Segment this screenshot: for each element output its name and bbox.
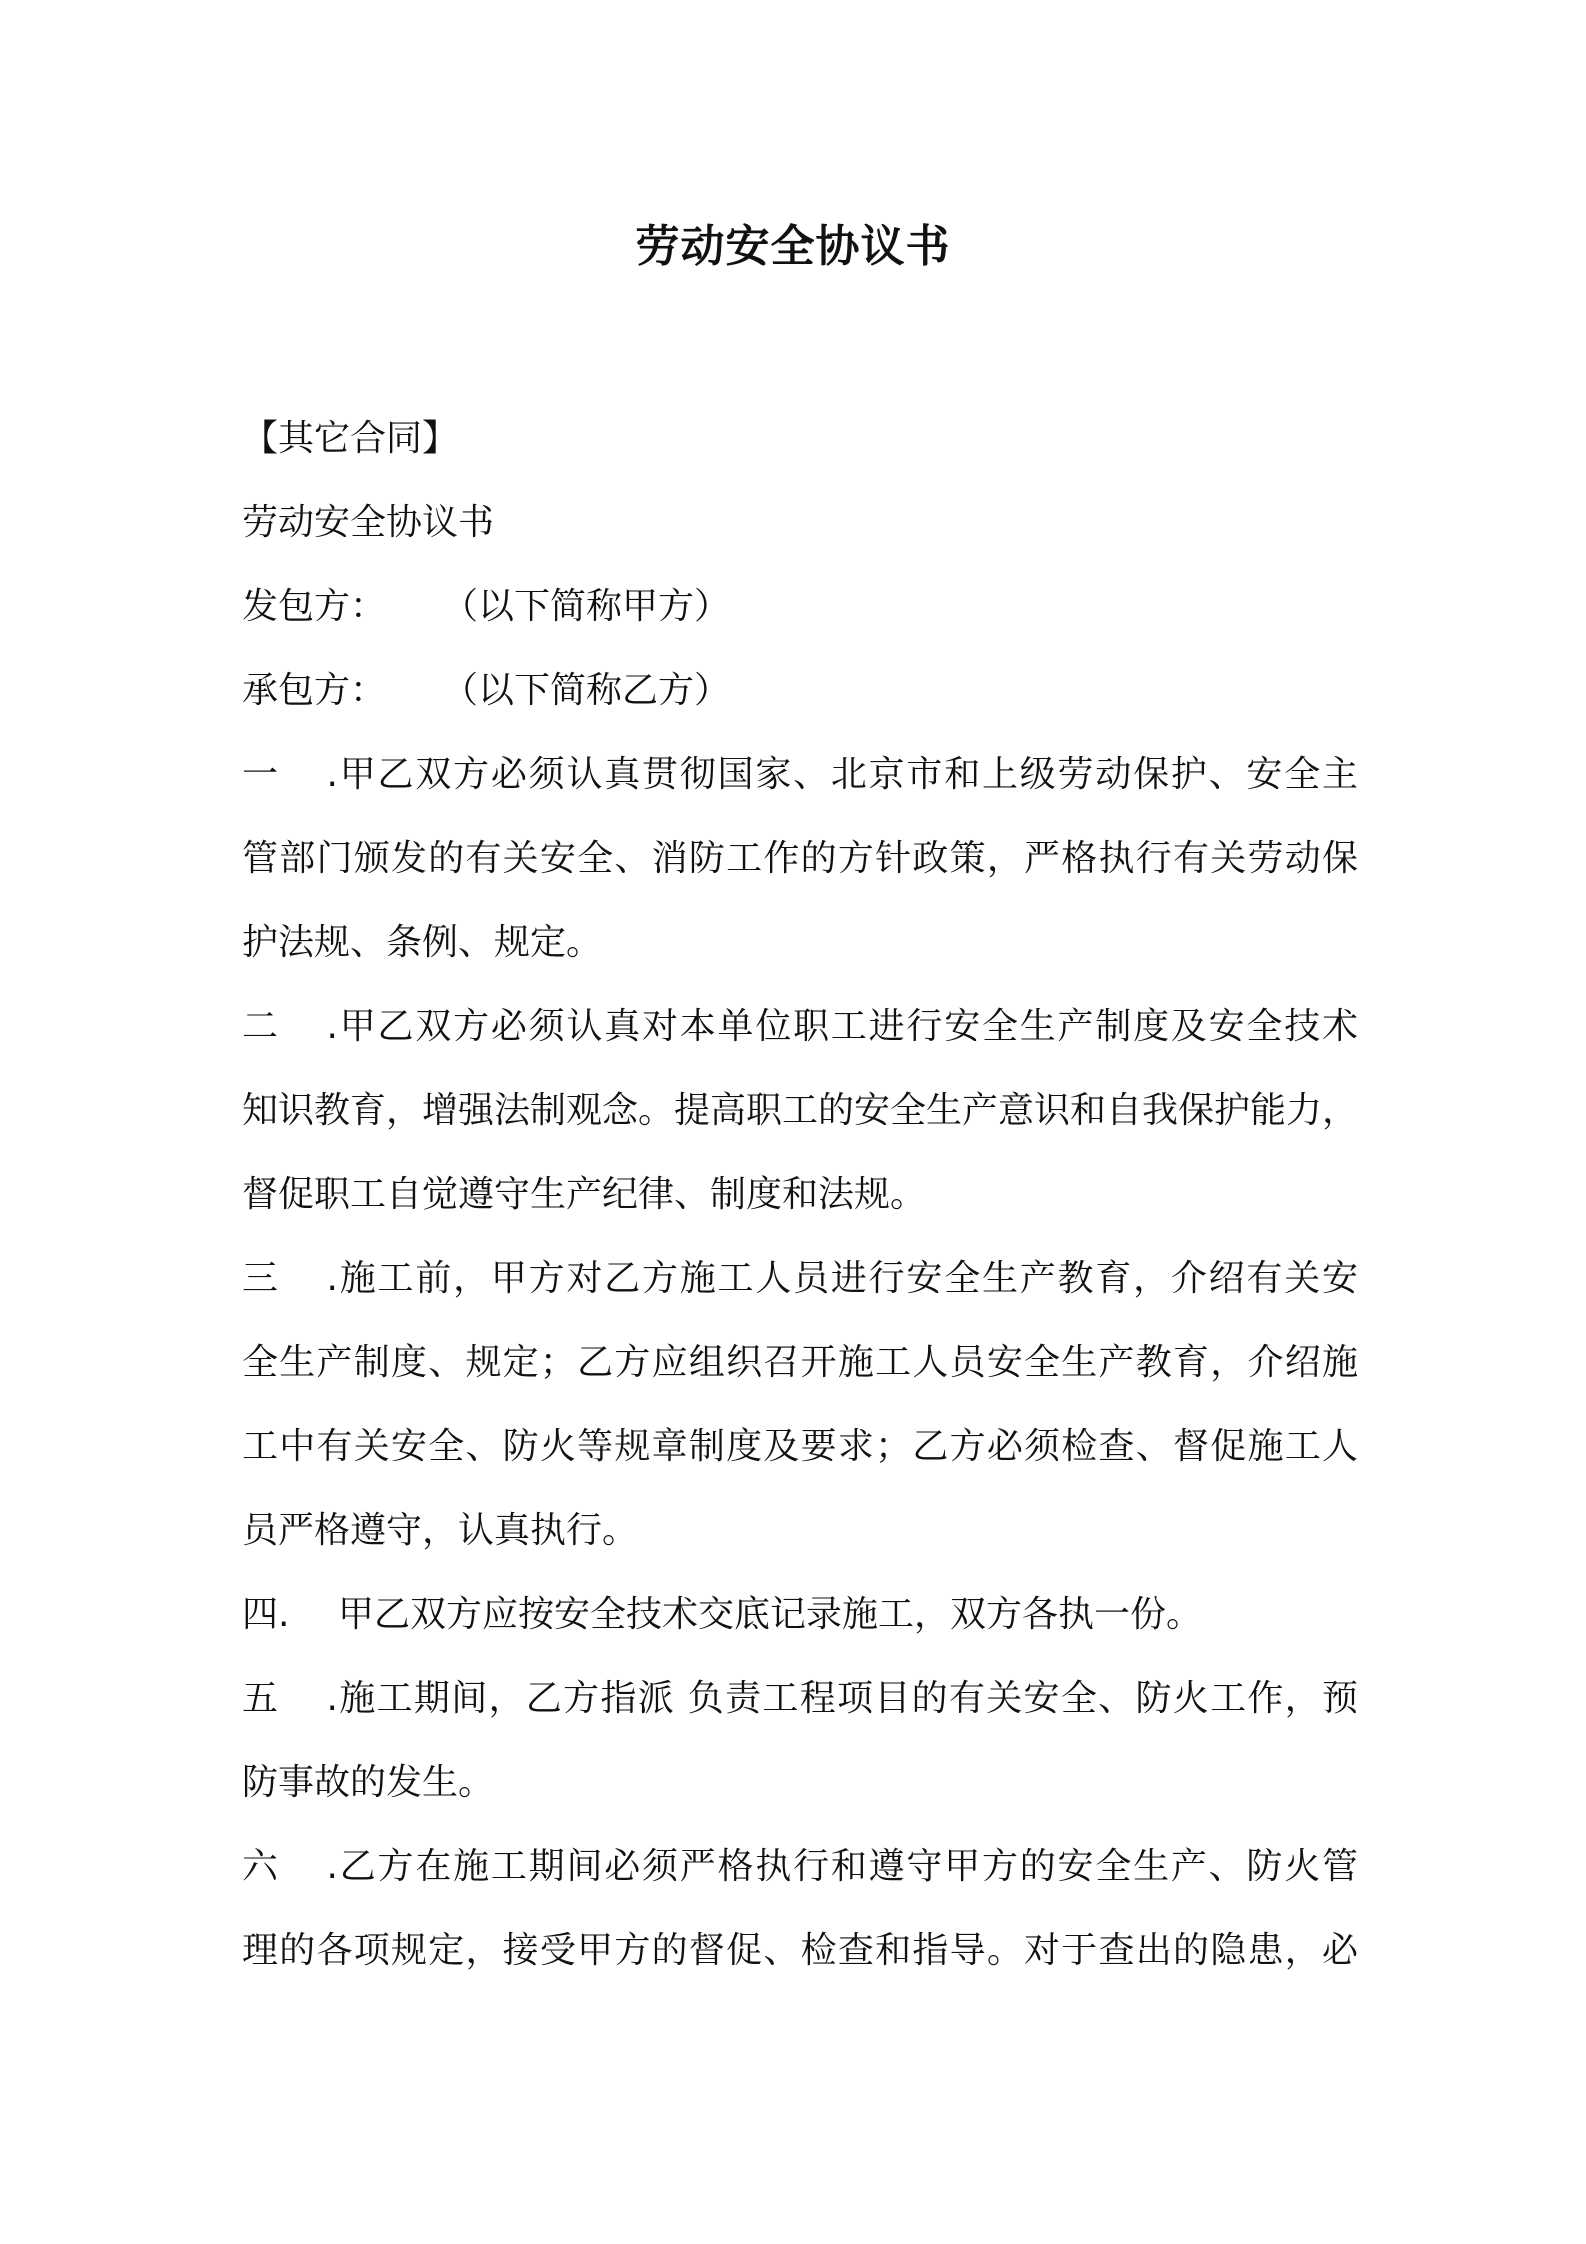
clause-5-number: 五. <box>242 1678 338 1719</box>
clause-6-number: 六. <box>242 1846 338 1887</box>
clause-1-number: 一. <box>242 754 338 795</box>
document-body <box>242 397 1358 1993</box>
clause-6-text-1: 乙方在施工期间必须严格执行和遵守甲方的安全生产、防火管 <box>338 1846 1358 1887</box>
clause-3-number: 三. <box>242 1258 338 1299</box>
clause-3-line-3: 工中有关安全、防火等规章制度及要求；乙方必须检查、督促施工人 <box>242 1426 1358 1467</box>
clause-4-number: 四. <box>242 1594 290 1635</box>
clause-2-line-3: 督促职工自觉遵守生产纪律、制度和法规。 <box>242 1174 927 1215</box>
clause-3-line-4: 员严格遵守，认真执行。 <box>242 1510 639 1551</box>
category-label: 【其它合同】 <box>242 418 459 459</box>
party-a-note: （以下简称甲方） <box>442 586 731 627</box>
clause-2-number: 二. <box>242 1006 338 1047</box>
clause-6-line-1 <box>242 1825 1358 1909</box>
clause-2-text-1: 甲乙双方必须认真对本单位职工进行安全生产制度及安全技术 <box>338 1006 1358 1047</box>
party-a-line <box>242 565 1358 649</box>
clause-3-line-1 <box>242 1237 1358 1321</box>
clause-4-line-1 <box>242 1573 1358 1657</box>
party-a-label: 发包方： <box>242 586 387 627</box>
clause-5-line-1 <box>242 1657 1358 1741</box>
party-b-note: （以下简称乙方） <box>442 670 731 711</box>
clause-3-line-2: 全生产制度、规定；乙方应组织召开施工人员安全生产教育，介绍施 <box>242 1342 1358 1383</box>
clause-3-text-1: 施工前，甲方对乙方施工人员进行安全生产教育，介绍有关安 <box>338 1258 1358 1299</box>
clause-1-text-1: 甲乙双方必须认真贯彻国家、北京市和上级劳动保护、安全主 <box>338 754 1358 795</box>
clause-6-line-2: 理的各项规定，接受甲方的督促、检查和指导。对于查出的隐患，必 <box>242 1930 1358 1971</box>
clause-1-line-3: 护法规、条例、规定。 <box>242 922 603 963</box>
clause-2-line-2: 知识教育，增强法制观念。提高职工的安全生产意识和自我保护能力， <box>242 1090 1359 1131</box>
party-b-line <box>242 649 1358 733</box>
clause-5-line-2: 防事故的发生。 <box>242 1762 495 1803</box>
agreement-subtitle: 劳动安全协议书 <box>242 502 495 543</box>
clause-2-line-1 <box>242 985 1358 1069</box>
party-b-label: 承包方： <box>242 670 387 711</box>
clause-1-line-2: 管部门颁发的有关安全、消防工作的方针政策，严格执行有关劳动保 <box>242 838 1358 879</box>
clause-1-line-1 <box>242 733 1358 817</box>
clause-5-text-1: 施工期间，乙方指派 负责工程项目的有关安全、防火工作，预 <box>338 1678 1358 1719</box>
document-title: 劳动安全协议书 <box>635 221 951 272</box>
clause-4-text-1: 甲乙双方应按安全技术交底记录施工，双方各执一份。 <box>338 1594 1203 1635</box>
